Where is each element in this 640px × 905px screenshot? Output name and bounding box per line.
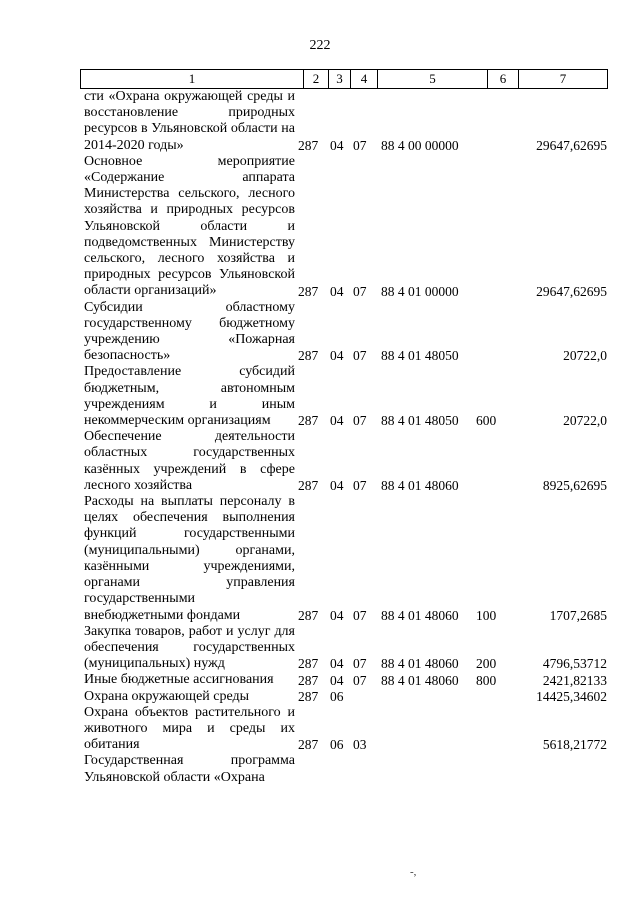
amount: 20722,0 — [563, 348, 607, 364]
header-col-3: 3 — [328, 70, 350, 88]
target-article-code: 88 4 01 48060 — [381, 656, 459, 672]
header-col-1: 1 — [188, 71, 196, 86]
table-row — [0, 494, 640, 624]
amount: 2421,82133 — [542, 672, 607, 688]
target-article-code: 88 4 00 00000 — [381, 137, 459, 153]
section-code: 04 — [330, 607, 344, 623]
row-codes — [0, 770, 640, 786]
section-code: 04 — [330, 137, 344, 153]
target-article-code: 88 4 01 48060 — [381, 672, 459, 688]
ministry-code: 287 — [298, 672, 319, 688]
row-codes — [0, 138, 640, 154]
ministry-code: 287 — [298, 413, 319, 429]
table-row — [0, 89, 640, 154]
row-description: Субсидии областному государственному бюджетному учреждению «Пожарная безопасность» — [84, 299, 295, 364]
expense-type-code: 200 — [476, 656, 497, 672]
section-code: 06 — [330, 737, 344, 753]
row-description: сти «Охрана окружающей среды и восстановление природных ресурсов в Ульяновской области на 2014-2020 годы» — [84, 89, 295, 153]
amount: 1707,2685 — [549, 607, 607, 623]
subsection-code: 07 — [353, 348, 367, 364]
subsection-code: 07 — [353, 478, 367, 494]
target-article-code: 88 4 01 48050 — [381, 348, 459, 364]
row-codes — [0, 284, 640, 300]
ministry-code: 287 — [298, 607, 319, 623]
row-description: Предоставление субсидий бюджетным, автономным учреждениям и иным некоммерческим организациям — [84, 364, 295, 429]
header-col-5: 5 — [377, 70, 487, 88]
table-row — [0, 624, 640, 673]
header-col-6: 6 — [487, 70, 518, 88]
ministry-code: 287 — [298, 478, 319, 494]
target-article-code: 88 4 01 48050 — [381, 413, 459, 429]
row-codes — [0, 689, 640, 705]
section-code: 04 — [330, 478, 344, 494]
row-codes — [0, 608, 640, 624]
row-description: Иные бюджетные ассигнования — [84, 672, 274, 688]
subsection-code: 07 — [353, 137, 367, 153]
subsection-code: 07 — [353, 413, 367, 429]
ministry-code: 287 — [298, 737, 319, 753]
ministry-code: 287 — [298, 688, 319, 704]
row-codes — [0, 413, 640, 429]
table-row — [0, 689, 640, 705]
page-number: 222 — [309, 38, 331, 53]
header-col-2: 2 — [303, 70, 328, 88]
amount: 29647,62695 — [536, 283, 607, 299]
amount: 8925,62695 — [542, 478, 607, 494]
row-description: Охрана объектов растительного и животного мира и среды их обитания — [84, 704, 295, 753]
amount: 14425,34602 — [536, 688, 607, 704]
header-col-4: 4 — [350, 70, 377, 88]
expense-type-code: 800 — [476, 672, 497, 688]
subsection-code: 07 — [353, 283, 367, 299]
ministry-code: 287 — [298, 656, 319, 672]
table-row — [0, 154, 640, 300]
expense-type-code: 600 — [476, 413, 497, 429]
section-code: 04 — [330, 672, 344, 688]
subsection-code: 03 — [353, 737, 367, 753]
table-header — [80, 69, 608, 89]
row-description: Расходы на выплаты персоналу в целях обеспечения выполнения функций государственными (муниципальными) органами, казёнными учреждениями, органами управления государственными внебюджетными фондами — [84, 494, 295, 623]
table-row — [0, 753, 640, 785]
subsection-code: 07 — [353, 672, 367, 688]
row-codes — [0, 478, 640, 494]
target-article-code: 88 4 01 00000 — [381, 283, 459, 299]
table-row — [0, 429, 640, 494]
header-col-7: 7 — [518, 70, 607, 88]
table-row — [0, 672, 640, 688]
ministry-code: 287 — [298, 348, 319, 364]
table-row — [0, 364, 640, 429]
section-code: 06 — [330, 688, 344, 704]
ministry-code: 287 — [298, 283, 319, 299]
table-row — [0, 705, 640, 754]
row-codes — [0, 656, 640, 672]
section-code: 04 — [330, 656, 344, 672]
ministry-code: 287 — [298, 137, 319, 153]
target-article-code: 88 4 01 48060 — [381, 607, 459, 623]
table-row — [0, 300, 640, 365]
row-description: Государственная программа Ульяновской области «Охрана — [84, 753, 295, 785]
amount: 4796,53712 — [542, 656, 607, 672]
row-description: Основное мероприятие «Содержание аппарата Министерства сельского, лесного хозяйства и природных ресурсов Ульяновской области и подведомственных Министерству сельского, лесного хозяйства и природных ресурсов Ульяновской области организаций» — [84, 153, 295, 299]
row-codes — [0, 673, 640, 689]
subsection-code: 07 — [353, 607, 367, 623]
target-article-code: 88 4 01 48060 — [381, 478, 459, 494]
amount: 29647,62695 — [536, 137, 607, 153]
subsection-code: 07 — [353, 656, 367, 672]
section-code: 04 — [330, 283, 344, 299]
amount: 5618,21772 — [542, 737, 607, 753]
section-code: 04 — [330, 348, 344, 364]
row-description: Закупка товаров, работ и услуг для обеспечения государственных (муниципальных) нужд — [84, 623, 295, 672]
expense-type-code: 100 — [476, 607, 497, 623]
row-description: Обеспечение деятельности областных государственных казённых учреждений в сфере лесного хозяйства — [84, 429, 295, 493]
row-codes — [0, 737, 640, 753]
section-code: 04 — [330, 413, 344, 429]
table-body — [0, 89, 640, 786]
row-description: Охрана окружающей среды — [84, 688, 250, 704]
amount: 20722,0 — [563, 413, 607, 429]
row-codes — [0, 348, 640, 364]
page-mark: -, — [410, 866, 417, 878]
